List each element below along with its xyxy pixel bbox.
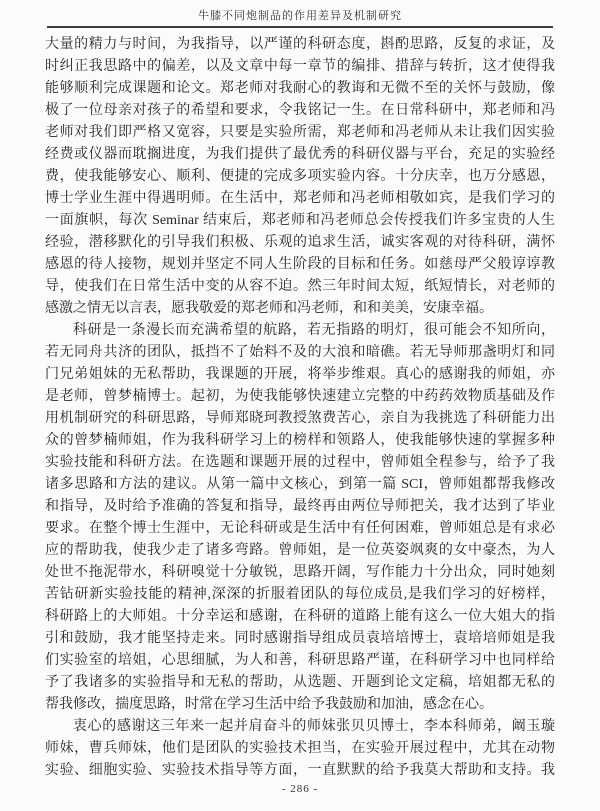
text-line: 若无同舟共济的团队，抵挡不了始料不及的大浪和暗礁。若无导师那盏明灯和同 [45, 345, 555, 360]
text-line: 一面旗帜，每次 Seminar 结束后，郑老师和冯老师总会传授我们许多宝贵的人生 [45, 213, 555, 228]
text-line: 衷心的感谢这三年来一起并肩奋斗的师妹张贝贝博士，李本科师弟，阚玉璇 [73, 719, 555, 734]
text-line: 经费或仪器而耽搁进度，为我们提供了最优秀的科研仪器与平台，充足的实验经 [45, 147, 555, 162]
text-line: 用机制研究的科研思路，导师郑晓珂教授煞费苦心，亲自为我挑选了科研能力出 [45, 411, 555, 426]
text-line: 门兄弟姐妹的无私帮助，我课题的开展，将举步维艰。真心的感谢我的师姐，亦 [45, 367, 555, 382]
text-line: 要求。在整个博士生涯中，无论科研或是生活中有任何困难，曾师姐总是有求必 [45, 521, 555, 536]
text-line: 感恩的待人接物，规划并坚定不同人生阶段的目标和任务。如慈母严父般谆谆教 [45, 257, 555, 272]
text-line: 处世不拖泥带水，科研嗅觉十分敏锐，思路开阔，写作能力十分出众，同时她刻 [45, 565, 555, 580]
text-line: 予了我诸多的实验指导和无私的帮助，从选题、开题到论文定稿，培姐都无私的 [45, 675, 555, 690]
text-line: 感激之情无以言表，愿我敬爱的郑老师和冯老师，和和美美，安康幸福。 [45, 301, 493, 316]
text-line: 应的帮助我，使我少走了诸多弯路。曾师姐，是一位英姿飒爽的女中豪杰，为人 [45, 543, 555, 558]
text-line: 科研路上的大师姐。十分幸运和感谢，在科研的道路上能有这么一位大姐大的指 [45, 609, 555, 624]
text-line: 经验，潜移默化的引导我们积极、乐观的追求生活，诚实客观的对待科研，满怀 [45, 235, 555, 250]
text-line: 们实验室的培姐，心思细腻，为人和善，科研思路严谨，在科研学习中也同样给 [45, 653, 555, 668]
text-line: 众的曾梦楠师姐，作为我科研学习上的榜样和领路人，使我能够快速的掌握多种 [45, 433, 555, 448]
text-line: 科研是一条漫长而充满希望的航路，若无指路的明灯，很可能会不知所向， [73, 323, 555, 338]
text-line: 能够顺利完成课题和论文。郑老师对我耐心的教诲和无微不至的关怀与鼓励，像 [45, 81, 555, 96]
text-line: 导，使我们在日常生活中变的从容不迫。然三年时间太短，纸短情长，对老师的 [45, 279, 555, 294]
text-line: 和指导，及时给予准确的答复和指导，最终再由两位导师把关，我才达到了毕业 [45, 499, 555, 514]
page-number: - 286 - [281, 783, 319, 795]
text-line: 实验技能和科研方法。在选题和课题开展的过程中，曾师姐全程参与，给予了我 [45, 455, 555, 470]
text-line: 博士学业生涯中得遇明师。在生活中，郑老师和冯老师相敬如宾，是我们学习的 [45, 191, 555, 206]
running-head-title: 牛膝不同炮制品的作用差异及机制研究 [198, 10, 402, 22]
text-line: 费，使我能够安心、顺利、便捷的完成多项实验内容。十分庆幸，也万分感恩， [45, 169, 555, 184]
text-line: 极了一位母亲对孩子的希望和要求，令我铭记一生。在日常科研中，郑老师和冯 [45, 103, 555, 118]
body-text [45, 34, 555, 782]
text-line: 大量的精力与时间，为我指导，以严谨的科研态度，斟酌思路，反复的求证，及 [45, 37, 555, 52]
paragraph [45, 716, 555, 782]
text-line: 实验、细胞实验、实验技术指导等方面，一直默默的给予我莫大帮助和支持。我 [45, 763, 555, 778]
paragraph [45, 34, 555, 320]
paragraph [45, 320, 555, 716]
text-line: 是老师，曾梦楠博士。起初，为使我能够快速建立完整的中药药效物质基础及作 [45, 389, 555, 404]
text-line: 时纠正我思路中的偏差，以及文章中每一章节的编排、措辞与转折，这才使得我 [45, 59, 555, 74]
header-rule [47, 26, 553, 28]
text-line: 老师对我们即严格又宽容，只要是实验所需，郑老师和冯老师从未让我们因实验 [45, 125, 555, 140]
text-line: 苦钻研新实验技能的精神,深深的折服着团队的每位成员,是我们学习的好榜样， [45, 587, 555, 602]
text-line: 引和鼓励，我才能坚持走来。同时感谢指导组成员袁培培博士，袁培培师姐是我 [45, 631, 555, 646]
text-line: 师妹，曹兵师妹，他们是团队的实验技术担当，在实验开展过程中，尤其在动物 [45, 741, 555, 756]
text-line: 诸多思路和方法的建议。从第一篇中文核心，到第一篇 SCI，曾师姐都帮我修改 [45, 477, 555, 492]
text-line: 帮我修改，揣度思路，时常在学习生活中给予我鼓励和加油，感念在心。 [45, 697, 493, 712]
